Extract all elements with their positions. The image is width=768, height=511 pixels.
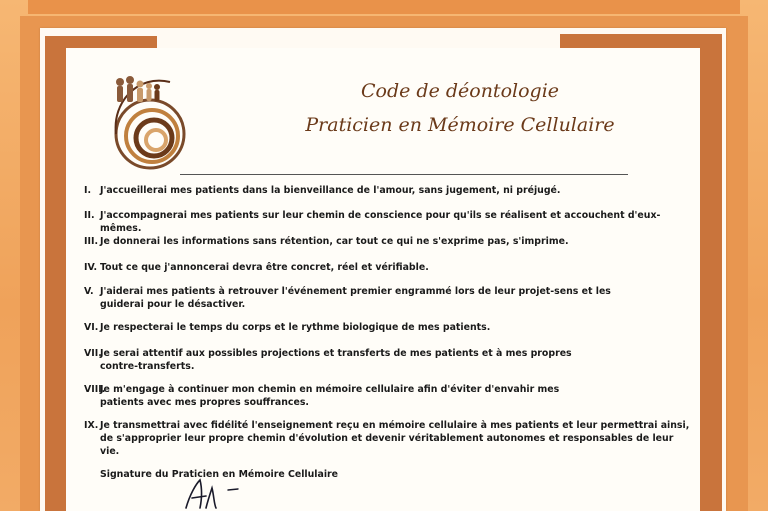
article-number: II. — [84, 210, 95, 221]
article-number: VI. — [84, 322, 99, 333]
document-title — [240, 78, 680, 138]
article-7 — [84, 347, 694, 373]
title-divider — [180, 174, 628, 175]
article-number: V. — [84, 286, 94, 297]
article-number: IV. — [84, 262, 98, 273]
article-text: J'accueillerai mes patients dans la bienveillance de l'amour, sans jugement, ni préjugé. — [100, 185, 561, 196]
article-2 — [84, 209, 694, 235]
frame-bar-right — [700, 34, 722, 511]
article-1 — [84, 184, 694, 197]
article-text: J'aiderai mes patients à retrouver l'événement premier engrammé lors de leur projet-sens et les guiderai pour le désactiver. — [100, 286, 611, 310]
signature-label: Signature du Praticien en Mémoire Cellulaire — [100, 469, 339, 480]
article-number: I. — [84, 185, 92, 196]
article-text: Je respecterai le temps du corps et le rythme biologique de mes patients. — [100, 322, 491, 333]
frame-bar-left — [45, 36, 67, 511]
article-5 — [84, 285, 694, 311]
title-line-2: Praticien en Mémoire Cellulaire — [305, 114, 615, 136]
article-4 — [84, 261, 694, 274]
family-spiral-logo-icon — [98, 62, 208, 182]
article-text: Tout ce que j'annoncerai devra être concret, réel et vérifiable. — [100, 262, 429, 273]
article-8 — [84, 383, 694, 409]
article-number: VII. — [84, 348, 102, 359]
article-number: IX. — [84, 420, 99, 431]
article-6 — [84, 321, 694, 334]
article-text: Je donnerai les informations sans rétention, car tout ce qui ne s'exprime pas, s'imprime. — [100, 236, 569, 247]
article-text: J'accompagnerai mes patients sur leur chemin de conscience pour qu'ils se réalisent et accouchent d'eux-mêmes. — [100, 210, 661, 234]
frame-bar-top-right — [560, 34, 722, 48]
article-text: Je m'engage à continuer mon chemin en mémoire cellulaire afin d'éviter d'envahir mes patients avec mes propres souffrances. — [100, 384, 560, 408]
article-number: III. — [84, 236, 99, 247]
article-text: Je serai attentif aux possibles projections et transferts de mes patients et à mes propres contre-transferts. — [100, 348, 572, 372]
article-number: VIII. — [84, 384, 106, 395]
article-text: Je transmettrai avec fidélité l'enseignement reçu en mémoire cellulaire à mes patients et leur permettrai ainsi, de s'approprier leur propre chemin d'évolution et devenir véritablement autonomes et responsables de leur vie. — [100, 420, 690, 457]
frame-top-strip — [28, 0, 740, 14]
title-line-1: Code de déontologie — [360, 80, 560, 102]
handwritten-signature — [180, 474, 250, 511]
article-3 — [84, 235, 694, 248]
article-9 — [84, 419, 694, 458]
